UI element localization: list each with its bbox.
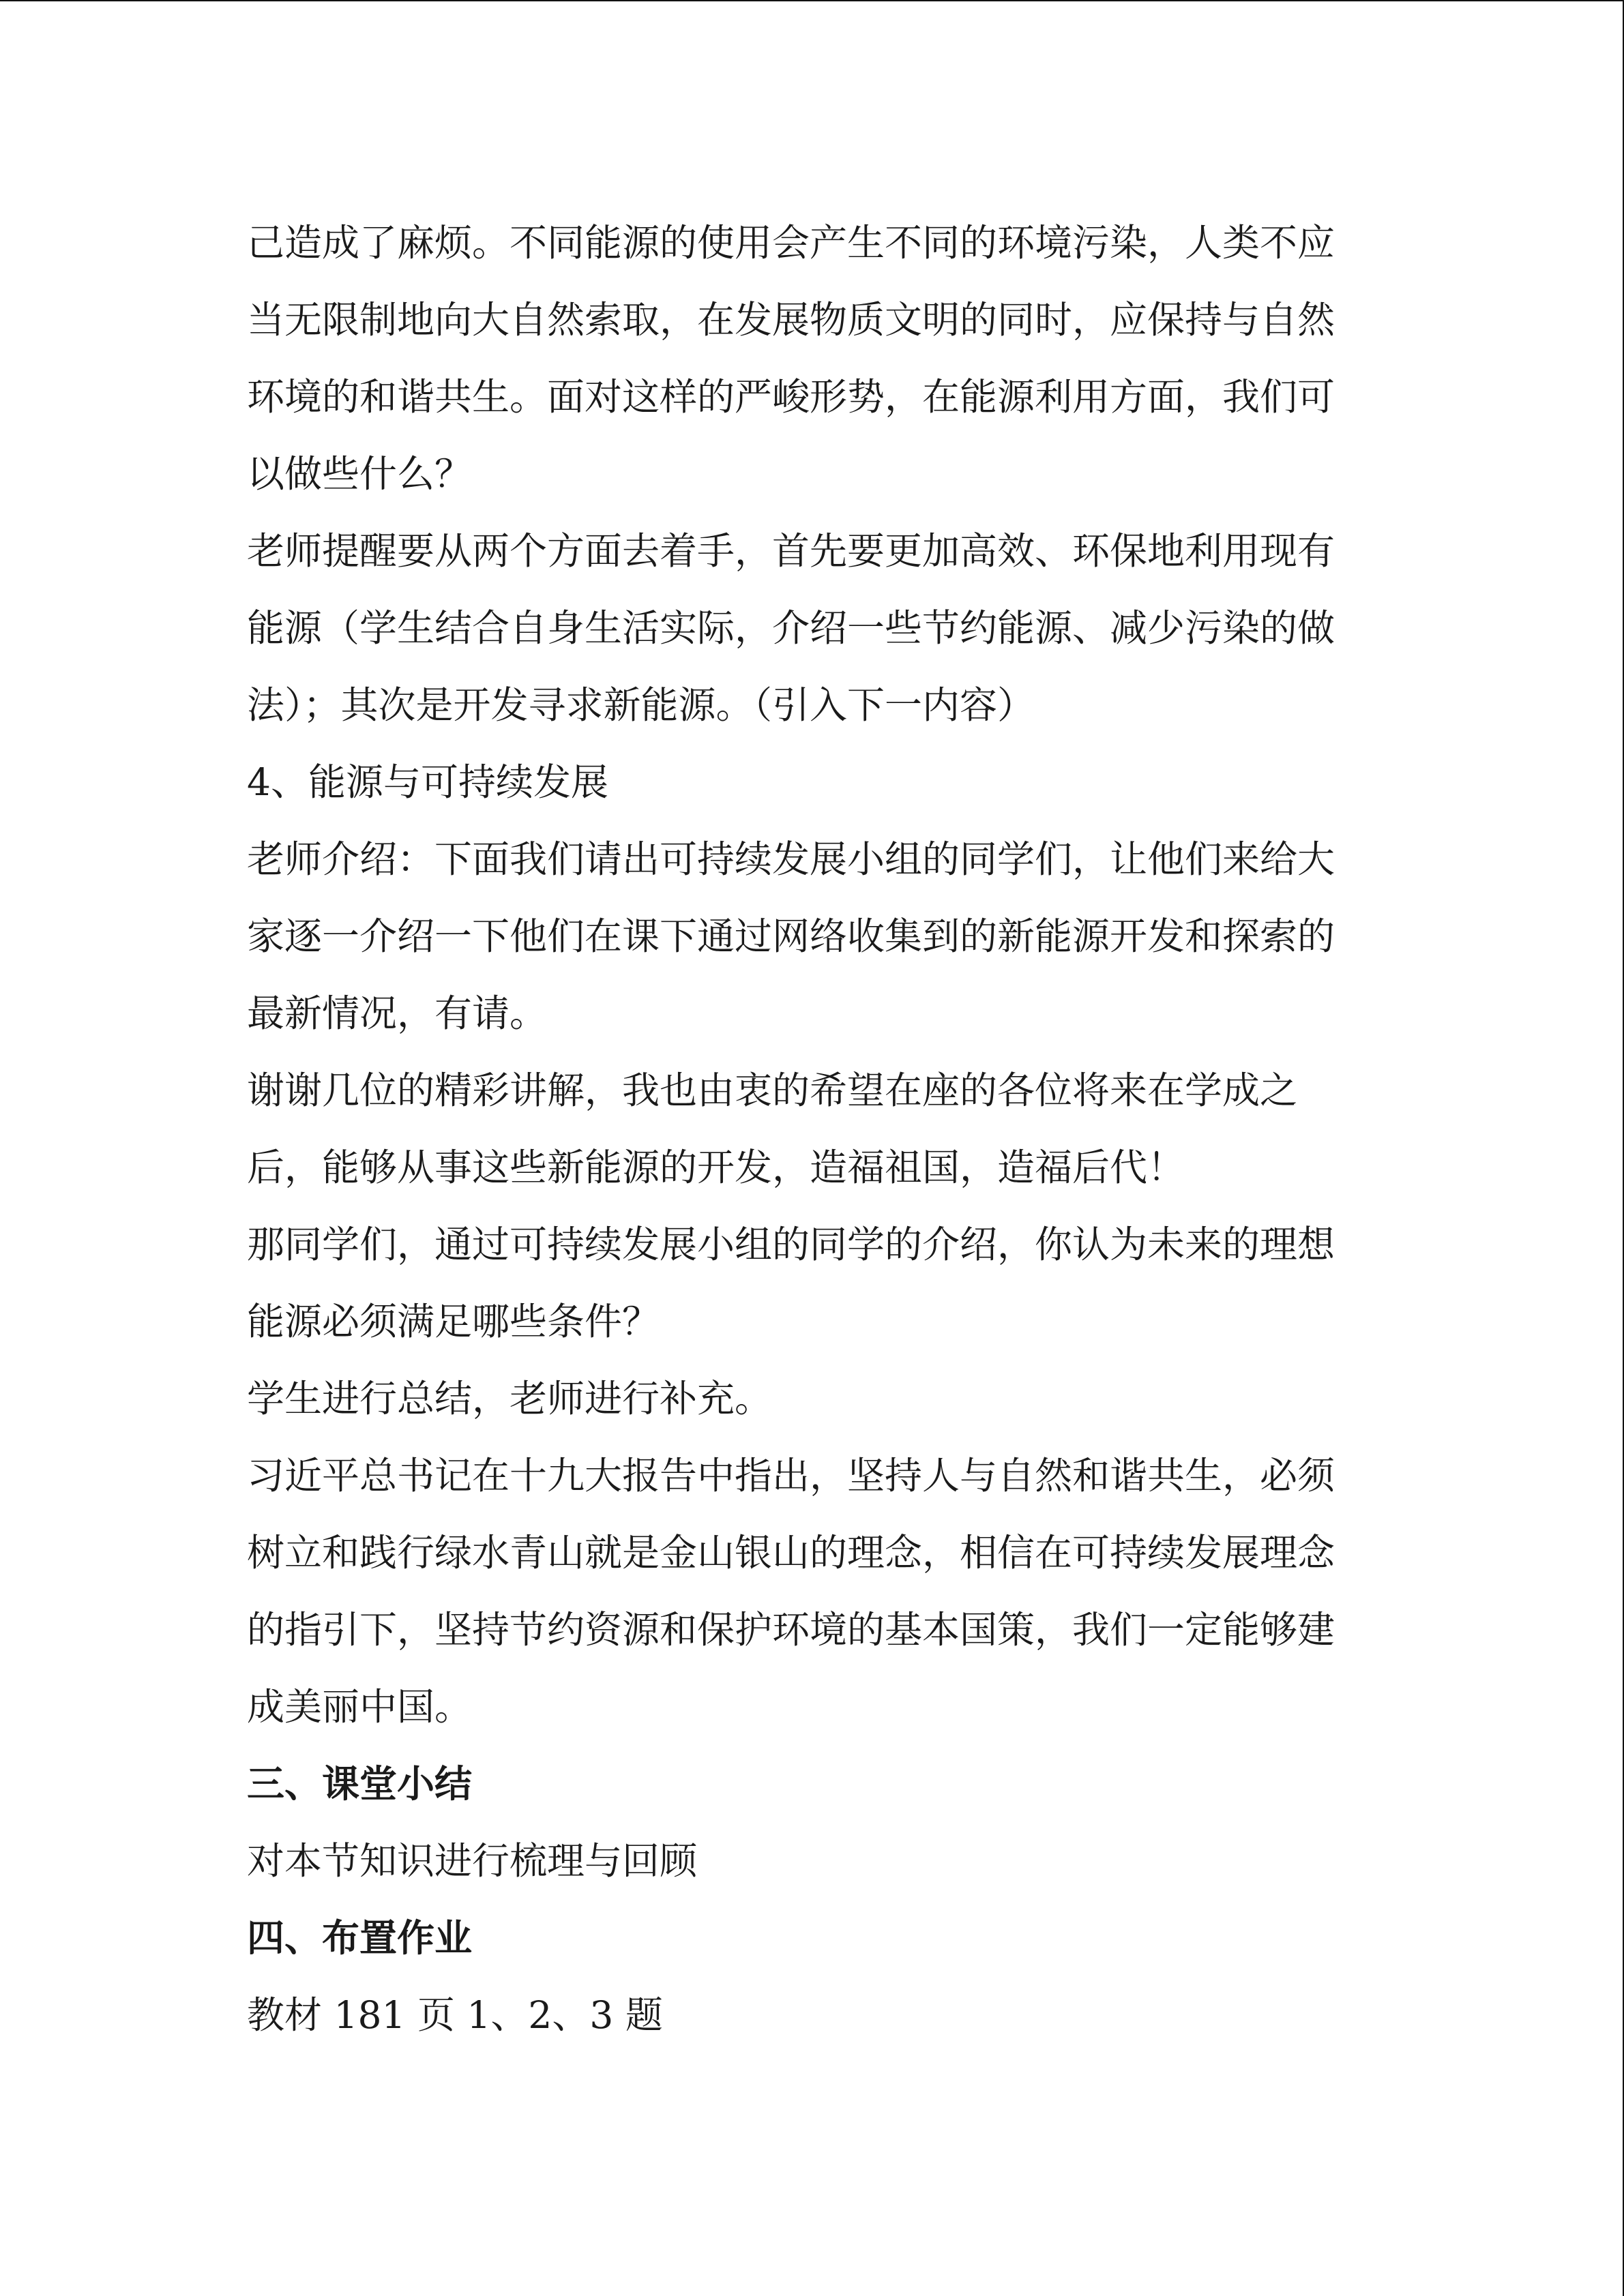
paragraph-line: 后，能够从事这些新能源的开发，造福祖国，造福后代！ bbox=[247, 1146, 1185, 1189]
paragraph-line: 成美丽中国。 bbox=[247, 1685, 473, 1729]
paragraph-line: 的指引下，坚持节约资源和保护环境的基本国策，我们一定能够建 bbox=[247, 1608, 1335, 1652]
paragraph-line: 最新情况，有请。 bbox=[247, 992, 548, 1035]
paragraph-line: 对本节知识进行梳理与回顾 bbox=[247, 1839, 698, 1883]
section-heading: 四、布置作业 bbox=[247, 1916, 473, 1960]
paragraph-line: 习近平总书记在十九大报告中指出，坚持人与自然和谐共生，必须 bbox=[247, 1454, 1335, 1497]
paragraph-line: 以做些什么？ bbox=[247, 452, 473, 496]
paragraph-line: 那同学们，通过可持续发展小组的同学的介绍，你认为未来的理想 bbox=[247, 1223, 1335, 1266]
paragraph-line: 老师提醒要从两个方面去着手，首先要更加高效、环保地利用现有 bbox=[247, 529, 1335, 573]
paragraph-line: 学生进行总结，老师进行补充。 bbox=[247, 1377, 773, 1420]
subsection-title: 4、能源与可持续发展 bbox=[247, 760, 608, 804]
paragraph-line: 当无限制地向大自然索取，在发展物质文明的同时，应保持与自然 bbox=[247, 298, 1335, 342]
paragraph-line: 法）；其次是开发寻求新能源。（引入下一内容） bbox=[247, 683, 1035, 727]
paragraph-line: 环境的和谐共生。面对这样的严峻形势，在能源利用方面，我们可 bbox=[247, 375, 1335, 419]
document-body bbox=[247, 205, 1365, 2054]
paragraph-line: 家逐一介绍一下他们在课下通过网络收集到的新能源开发和探索的 bbox=[247, 914, 1335, 958]
section-heading: 三、课堂小结 bbox=[247, 1762, 473, 1806]
page-top-border bbox=[0, 0, 1624, 1]
paragraph-line: 能源（学生结合自身生活实际，介绍一些节约能源、减少污染的做 bbox=[247, 606, 1335, 650]
paragraph-line: 谢谢几位的精彩讲解，我也由衷的希望在座的各位将来在学成之 bbox=[247, 1069, 1298, 1112]
paragraph-line: 教材 181 页 1、2、3 题 bbox=[247, 1993, 663, 2037]
paragraph-line: 能源必须满足哪些条件？ bbox=[247, 1300, 660, 1343]
paragraph-line: 老师介绍：下面我们请出可持续发展小组的同学们，让他们来给大 bbox=[247, 837, 1335, 881]
paragraph-line: 己造成了麻烦。不同能源的使用会产生不同的环境污染，人类不应 bbox=[247, 221, 1335, 265]
paragraph-line: 树立和践行绿水青山就是金山银山的理念，相信在可持续发展理念 bbox=[247, 1531, 1335, 1575]
